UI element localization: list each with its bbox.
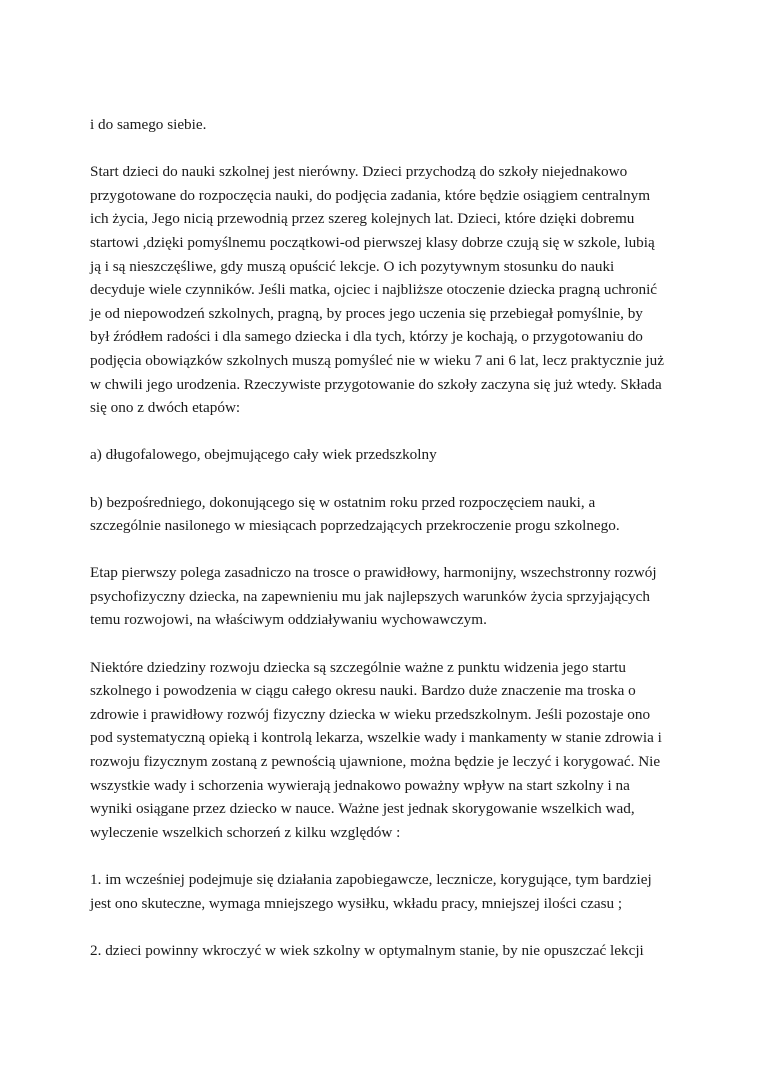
document-text — [90, 113, 680, 962]
paragraph-point-1 — [90, 868, 680, 915]
text-line: rozwoju fizycznym zostaną z pewnością ujawnione, można będzie je leczyć i korygować. Nie — [90, 753, 661, 771]
text-line: był źródłem radości i dla samego dziecka i dla tych, którzy je kochają, o przygotowaniu do — [90, 328, 643, 346]
text-line: przygotowane do rozpoczęcia nauki, do podjęcia zadania, które będzie osiągiem centralnym — [90, 186, 651, 204]
text-line: Start dzieci do nauki szkolnej jest nierówny. Dzieci przychodzą do szkoły niejednakowo — [90, 163, 628, 181]
text-line: psychofizyczny dziecka, na zapewnieniu mu jak najlepszych warunków życia sprzyjających — [90, 587, 651, 605]
text-line: decyduje wiele czynników. Jeśli matka, ojciec i najbliższe otoczenie dziecka pragną uchronić — [90, 281, 658, 299]
paragraph-school-start — [90, 160, 680, 420]
paragraph-stage-a — [90, 443, 680, 467]
text-line: 2. dzieci powinny wkroczyć w wiek szkolny w optymalnym stanie, by nie opuszczać lekcji — [90, 941, 644, 959]
text-line: się ono z dwóch etapów: — [90, 399, 241, 417]
text-line: jest ono skuteczne, wymaga mniejszego wysiłku, wkładu pracy, mniejszej ilości czasu ; — [90, 894, 623, 912]
text-line: wszystkie wady i schorzenia wywierają jednakowo poważny wpływ na start szkolny i na — [90, 776, 630, 794]
text-line: i do samego siebie. — [90, 116, 207, 133]
text-line: podjęcia obowiązków szkolnych muszą pomyśleć nie w wieku 7 ani 6 lat, lecz praktycznie już — [90, 351, 664, 369]
text-line: je od niepowodzeń szkolnych, pragną, by proces jego uczenia się przebiegał pomyślnie, by — [90, 304, 643, 322]
text-line: w chwili jego urodzenia. Rzeczywiste przygotowanie do szkoły zaczyna się już wtedy. Składa — [90, 375, 662, 393]
text-line: startowi ,dzięki pomyślnemu początkowi-od pierwszej klasy dobrze czują się w szkole, lubią — [90, 233, 655, 251]
paragraph-intro-end — [90, 113, 680, 137]
text-line: temu rozwojowi, na właściwym oddziaływaniu wychowawczym. — [90, 611, 487, 629]
text-line: 1. im wcześniej podejmuje się działania zapobiegawcze, lecznicze, korygujące, tym bardziej — [90, 871, 652, 888]
text-line: wyleczenie wszelkich schorzeń z kilku względów : — [90, 823, 401, 841]
text-line: szkolnego i powodzenia w ciągu całego okresu nauki. Bardzo duże znaczenie ma troska o — [90, 682, 636, 700]
text-line: szczególnie nasilonego w miesiącach poprzedzających przekroczenie progu szkolnego. — [90, 517, 620, 535]
text-line: Etap pierwszy polega zasadniczo na trosce o prawidłowy, harmonijny, wszechstronny rozwój — [90, 564, 657, 582]
text-line: Niektóre dziedziny rozwoju dziecka są szczególnie ważne z punktu widzenia jego startu — [90, 658, 626, 676]
text-line: wyniki osiągane przez dziecko w nauce. Ważne jest jednak skorygowanie wszelkich wad, — [90, 800, 635, 818]
text-line: ją i są nieszczęśliwe, gdy muszą opuścić lekcje. O ich pozytywnym stosunku do nauki — [90, 257, 615, 275]
text-line: b) bezpośredniego, dokonującego się w ostatnim roku przed rozpoczęciem nauki, a — [90, 493, 596, 511]
paragraph-first-stage — [90, 561, 680, 632]
paragraph-stage-b — [90, 491, 680, 538]
paragraph-development-areas — [90, 656, 680, 845]
paragraph-point-2 — [90, 939, 680, 963]
text-line: ich życia, Jego nicią przewodnią przez szereg kolejnych lat. Dzieci, które dzięki dobremu — [90, 210, 635, 228]
text-line: zdrowie i prawidłowy rozwój fizyczny dziecka w wieku przedszkolnym. Jeśli pozostaje ono — [90, 705, 651, 723]
text-line: pod systematyczną opieką i kontrolą lekarza, wszelkie wady i mankamenty w stanie zdrowia i — [90, 729, 662, 747]
text-line: a) długofalowego, obejmującego cały wiek przedszkolny — [90, 446, 437, 464]
